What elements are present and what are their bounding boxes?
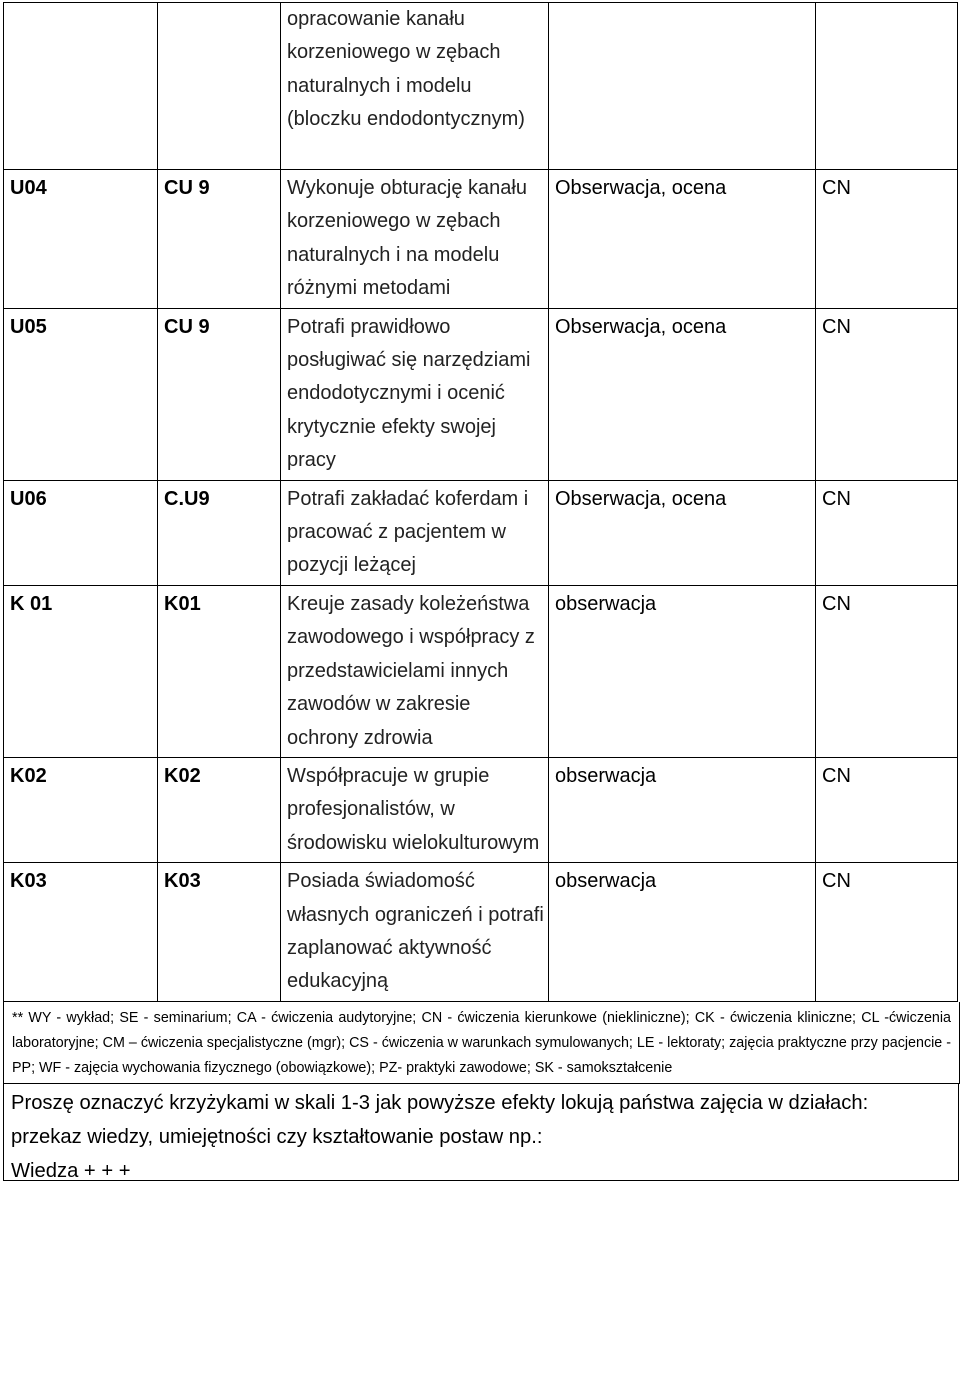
class-form: CN [816,170,958,309]
outcome-description: Wykonuje obturację kanału korzeniowego w zębach naturalnych i na modelu różnymi metodami [281,170,549,309]
outcome-code: K02 [4,757,158,862]
outcome-code: U04 [4,170,158,309]
table-row [4,170,958,309]
outcome-reference: C.U9 [158,480,281,585]
table-row [4,585,958,757]
table-row [4,480,958,585]
verification-method: Obserwacja, ocena [549,308,816,480]
verification-method: obserwacja [549,585,816,757]
verification-method-cell [549,3,816,170]
class-form: CN [816,308,958,480]
class-form-cell [816,3,958,170]
outcome-code: K 01 [4,585,158,757]
outcome-code-cell [4,3,158,170]
class-form: CN [816,757,958,862]
outcome-code: U05 [4,308,158,480]
outcome-reference: K01 [158,585,281,757]
survey-line: Wiedza + + + [11,1159,131,1182]
reference-cell [158,3,281,170]
survey-line: Proszę oznaczyć krzyżykami w skali 1-3 jak powyższe efekty lokują państwa zajęcia w działach: [11,1091,869,1114]
outcome-description: Potrafi prawidłowo posługiwać się narzędziami endodotycznymi i ocenić krytycznie efekty swojej pracy [281,308,549,480]
class-form: CN [816,863,958,1002]
table-row [4,863,958,1002]
class-form: CN [816,480,958,585]
verification-method: Obserwacja, ocena [549,170,816,309]
table-row [4,308,958,480]
survey-line: przekaz wiedzy, umiejętności czy kształtowanie postaw np.: [11,1125,543,1148]
outcome-code: U06 [4,480,158,585]
learning-outcomes-table [3,2,958,1002]
table-row [4,3,958,170]
outcome-description: Potrafi zakładać koferdam i pracować z pacjentem w pozycji leżącej [281,480,549,585]
outcome-description: Współpracuje w grupie profesjonalistów, w środowisku wielokulturowym [281,757,549,862]
outcome-description: opracowanie kanału korzeniowego w zębach naturalnych i modelu (bloczku endodontycznym) [281,3,549,170]
document-page [3,2,958,1378]
outcome-description: Posiada świadomość własnych ograniczeń i potrafi zaplanować aktywność edukacyjną [281,863,549,1002]
verification-method: obserwacja [549,757,816,862]
verification-method: obserwacja [549,863,816,1002]
verification-method: Obserwacja, ocena [549,480,816,585]
outcome-reference: K03 [158,863,281,1002]
abbreviations-footnote: ** WY - wykład; SE - seminarium; CA - ćwiczenia audytoryjne; CN - ćwiczenia kierunkowe (niekliniczne); CK - ćwiczenia kliniczne; CL -ćwiczenia laboratoryjne; CM – ćwiczenia specjalistyczne (mgr); CS - ćwiczenia w warunkach symulowanych; LE - lektoraty; zajęcia praktyczne przy pacjencie - PP; WF - zajęcia wychowania fizycznego (obowiązkowe); PZ- praktyki zawodowe; SK - samokształcenie [3,1002,960,1084]
outcome-description: Kreuje zasady koleżeństwa zawodowego i współpracy z przedstawicielami innych zawodów w zakresie ochrony zdrowia [281,585,549,757]
survey-instructions [3,1084,959,1181]
class-form: CN [816,585,958,757]
table-row [4,757,958,862]
outcome-code: K03 [4,863,158,1002]
outcome-reference: K02 [158,757,281,862]
outcome-reference: CU 9 [158,170,281,309]
outcome-reference: CU 9 [158,308,281,480]
